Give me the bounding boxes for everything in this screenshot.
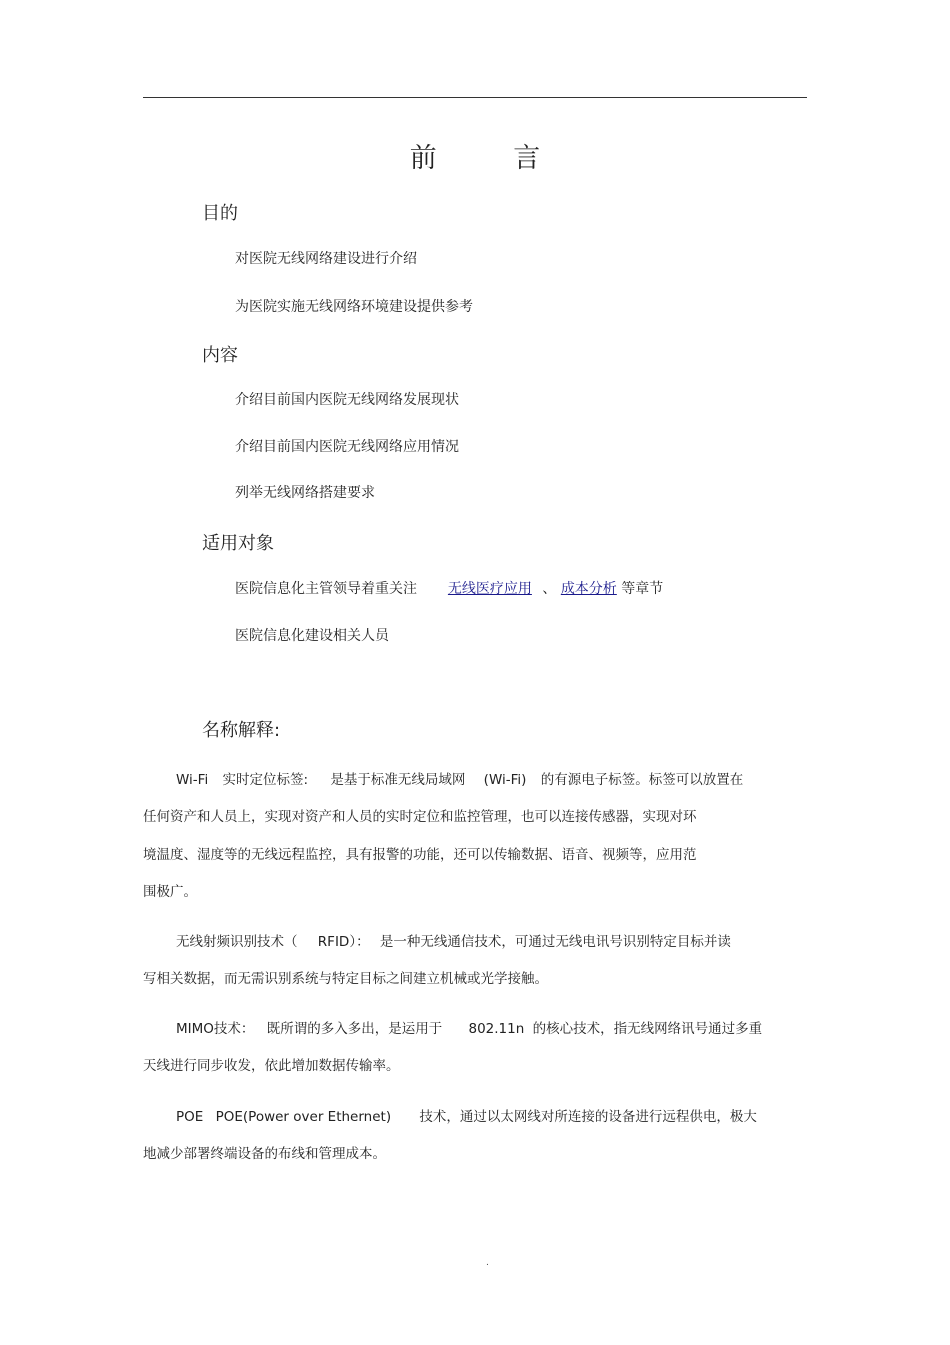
list-item: 为医院实施无线网络环境建设提供参考 <box>235 299 473 315</box>
heading-purpose: 目的 <box>202 203 238 224</box>
text: 的核心技术，指无线网络讯号通过多重 <box>532 1021 763 1037</box>
term-label: 实时定位标签: <box>222 772 309 788</box>
wifi-line-4: 围极广。 <box>143 884 197 900</box>
mimo-line-1 <box>176 1017 762 1037</box>
text: 的有源电子标签。标签可以放置在 <box>540 772 744 788</box>
term-mimo: MIMO <box>176 1021 214 1037</box>
link-cost-analysis[interactable]: 成本分析 <box>560 581 617 597</box>
poe-line-2: 地减少部署终端设备的布线和管理成本。 <box>143 1146 386 1162</box>
link-wireless-medical-apps[interactable]: 无线医疗应用 <box>447 581 532 597</box>
term-label: RFID）： <box>317 934 370 950</box>
audience-prefix: 医院信息化主管领导着重关注 <box>235 581 417 597</box>
poe-line-1 <box>176 1105 757 1125</box>
wifi-line-3: 境温度、湿度等的无线远程监控，具有报警的功能，还可以传输数据、语音、视频等，应用范 <box>143 847 697 863</box>
text: 是基于标准无线局域网 <box>330 772 466 788</box>
term-label: POE(Power over Ethernet) <box>215 1109 392 1125</box>
term-poe: POE <box>176 1109 204 1125</box>
footer-mark: . <box>486 1258 489 1268</box>
text: 既所谓的多入多出，是运用于 <box>266 1021 443 1037</box>
list-item: 介绍目前国内医院无线网络应用情况 <box>235 439 459 455</box>
separator: 、 <box>542 581 557 597</box>
heading-content: 内容 <box>202 345 238 366</box>
audience-item-leaders <box>235 578 663 598</box>
term-wifi: Wi-Fi <box>176 772 209 788</box>
rfid-line-1 <box>176 930 731 950</box>
mimo-line-2: 天线进行同步收发，依此增加数据传输率。 <box>143 1058 400 1074</box>
wifi-line-2: 任何资产和人员上，实现对资产和人员的实时定位和监控管理，也可以连接传感器，实现对环 <box>143 809 697 825</box>
text: (Wi-Fi) <box>483 772 527 788</box>
list-item: 医院信息化建设相关人员 <box>235 628 389 644</box>
text: 是一种无线通信技术，可通过无线电讯号识别特定目标并读 <box>379 934 731 950</box>
header-rule <box>143 97 807 98</box>
page-title: 前 言 <box>409 143 575 174</box>
list-item: 列举无线网络搭建要求 <box>235 485 375 501</box>
list-item: 介绍目前国内医院无线网络发展现状 <box>235 392 459 408</box>
wifi-line-1 <box>176 768 743 788</box>
text: 技术，通过以太网线对所连接的设备进行远程供电，极大 <box>419 1109 757 1125</box>
heading-audience: 适用对象 <box>202 533 274 554</box>
term-rfid: 无线射频识别技术（ <box>176 934 298 950</box>
list-item: 对医院无线网络建设进行介绍 <box>235 251 417 267</box>
term-label: 技术： <box>213 1021 255 1037</box>
rfid-line-2: 写相关数据，而无需识别系统与特定目标之间建立机械或光学接触。 <box>143 971 548 987</box>
audience-suffix: 等章节 <box>621 581 664 597</box>
text: 802.11n <box>468 1021 525 1037</box>
heading-glossary: 名称解释: <box>202 720 281 741</box>
